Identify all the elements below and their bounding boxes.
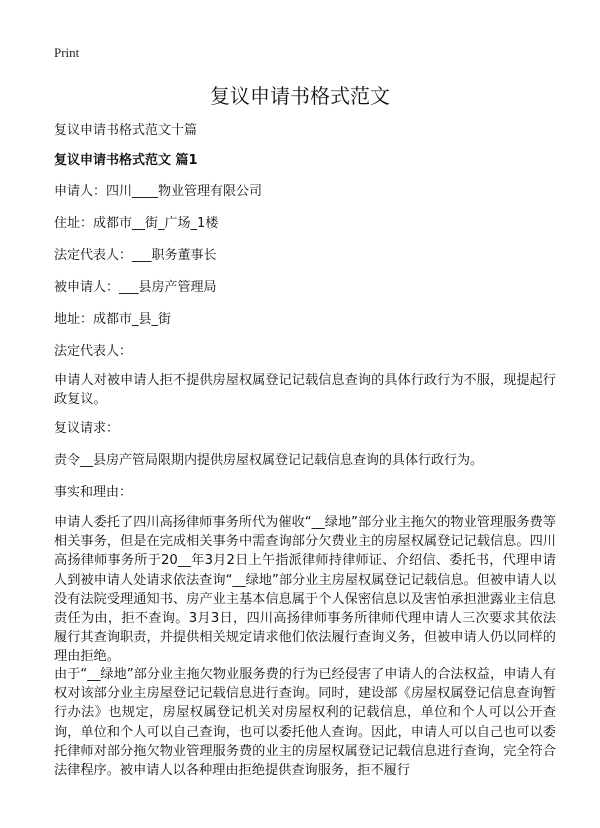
field-applicant: 申请人：四川____物业管理有限公司	[54, 184, 263, 199]
field-respondent: 被申请人：___县房产管理局	[54, 280, 217, 295]
facts-paragraph-1: 申请人委托了四川高扬律师事务所代为催收“__绿地”部分业主拖欠的物业管理服务费等相关事务，但是在完成相关事务中需查询部分欠费业主的房屋权属登记记载信息。四川高扬律师事务所于20__年3月2日上午指派律师持律师证、介绍信、委托书，代理申请人到被申请人处请求依法查询“__绿地”部分业主房屋权属登记记载信息。但被申请人以没有法院受理通知书、房产业主基本信息属于个人保密信息以及害怕承担泄露业主信息责任为由，拒不查询。3月3日，四川高扬律师事务所律师代理申请人三次要求其依法履行其查询职责，并提供相关规定请求他们依法履行查询义务，但被申请人仍以同样的理由拒绝。	[54, 515, 556, 665]
field-applicant-address: 住址：成都市__街_广场_1楼	[54, 216, 219, 231]
section-heading: 复议申请书格式范文 篇1	[54, 153, 198, 168]
field-legal-representative: 法定代表人：___职务董事长	[54, 248, 217, 263]
request-text: 责令__县房产管局限期内提供房屋权属登记记载信息查询的具体行政行为。	[54, 453, 484, 468]
field-respondent-representative: 法定代表人：	[54, 344, 133, 359]
intro-paragraph: 申请人对被申请人拒不提供房屋权属登记记载信息查询的具体行政行为不服，现提起行政复议。	[54, 373, 556, 408]
document-title: 复议申请书格式范文	[210, 84, 390, 108]
field-respondent-address: 地址：成都市_县_街	[54, 312, 172, 327]
facts-paragraph-2: 由于“__绿地”部分业主拖欠物业服务费的行为已经侵害了申请人的合法权益，申请人有权对该部分业主房屋登记记载信息进行查询。同时，建设部《房屋权属登记信息查询暂行办法》也规定，房屋权属登记机关对房屋权利的记载信息，单位和个人可以公开查询，单位和个人可以自己查询，也可以委托他人查询。因此，申请人可以自己也可以委托律师对部分拖欠物业管理服务费的业主的房屋权属登记记载信息进行查询，完全符合法律程序。被申请人以各种理由拒绝提供查询服务，拒不履行	[54, 667, 556, 779]
print-link[interactable]: Print	[54, 45, 80, 60]
document-subtitle: 复议申请书格式范文十篇	[54, 123, 198, 138]
request-heading: 复议请求：	[54, 421, 120, 436]
facts-heading: 事实和理由：	[54, 485, 133, 500]
